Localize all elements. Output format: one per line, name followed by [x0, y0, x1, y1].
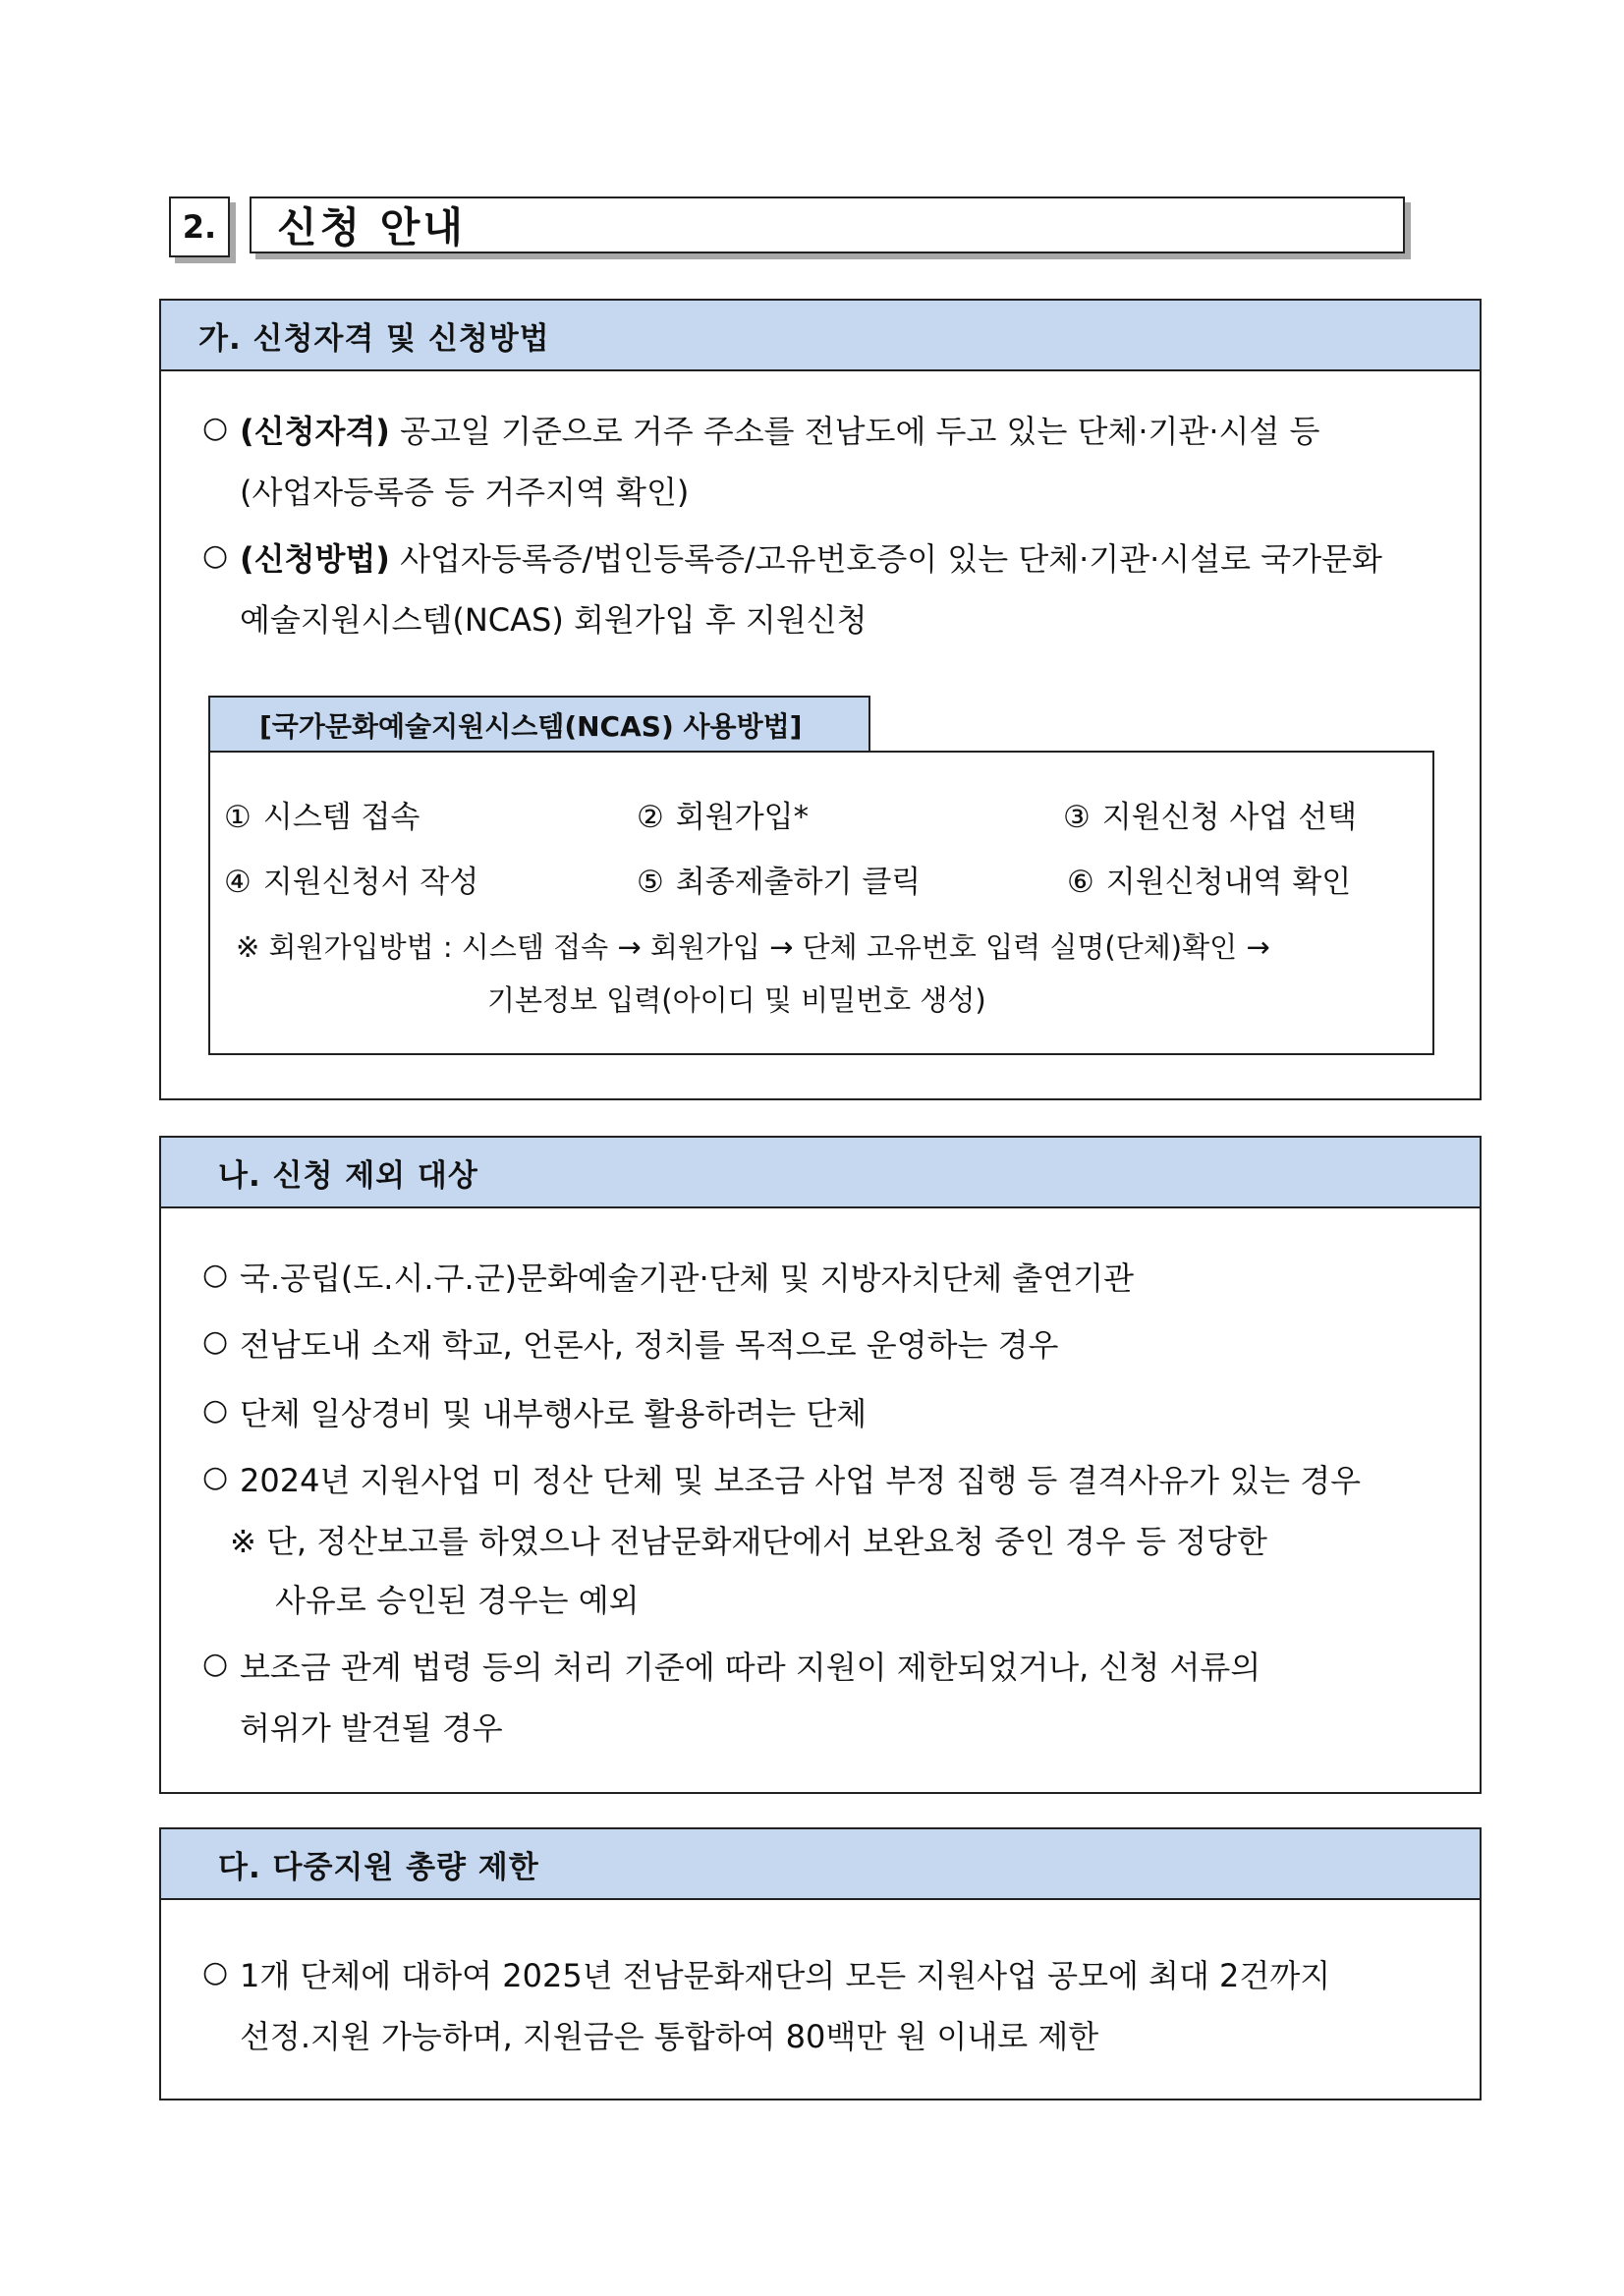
ncas-step-3 [1063, 792, 1357, 836]
bullet-icon: ○ [202, 1647, 229, 1681]
bullet-icon: ○ [202, 1258, 229, 1292]
bullet-icon: ○ [202, 411, 229, 445]
exclusion-item-5: 보조금 관계 법령 등의 처리 기준에 따라 지원이 제한되었거나, 신청 서류의 [240, 1649, 1261, 1686]
box-exclusions-heading: 나. 신청 제외 대상 [161, 1138, 1480, 1208]
step-number: ⑥ [1067, 865, 1094, 900]
ncas-usage-tab: [국가문화예술지원시스템(NCAS) 사용방법] [208, 696, 870, 753]
eligibility-line-2: (사업자등록증 등 거주지역 확인) [240, 474, 690, 511]
method-label: (신청방법) [240, 540, 390, 578]
step-number: ① [224, 800, 252, 835]
step-label: 최종제출하기 클릭 [675, 865, 922, 900]
ncas-step-6 [1067, 857, 1351, 901]
step-label: 지원신청 사업 선택 [1101, 800, 1358, 835]
section-number: 2. [169, 196, 230, 257]
eligibility-text: 공고일 기준으로 거주 주소를 전남도에 두고 있는 단체·기관·시설 등 [400, 413, 1320, 450]
bullet-icon: ○ [202, 1460, 229, 1494]
exclusion-item-1: 국.공립(도.시.구.군)문화예술기관·단체 및 지방자치단체 출연기관 [240, 1260, 1135, 1297]
step-label: 지원신청서 작성 [262, 865, 479, 900]
step-number: ③ [1063, 800, 1091, 835]
step-label: 회원가입* [675, 800, 810, 835]
exclusion-item-3: 단체 일상경비 및 내부행사로 활용하려는 단체 [240, 1395, 868, 1432]
section-title: 신청 안내 [250, 196, 1405, 253]
limit-line-1: 1개 단체에 대하여 2025년 전남문화재단의 모든 지원사업 공모에 최대 2건까지 [240, 1957, 1331, 1994]
method-line [240, 534, 1382, 580]
bullet-icon: ○ [202, 1324, 229, 1359]
ncas-step-5 [637, 857, 921, 901]
bullet-icon: ○ [202, 1955, 229, 1989]
method-text: 사업자등록증/법인등록증/고유번호증이 있는 단체·기관·시설로 국가문화 [400, 540, 1382, 578]
bullet-icon: ○ [202, 538, 229, 573]
ncas-step-4 [224, 857, 478, 901]
ncas-step-2 [637, 792, 809, 836]
step-label: 시스템 접속 [262, 800, 420, 835]
ncas-step-1 [224, 792, 420, 836]
step-number: ② [637, 800, 664, 835]
eligibility-line [240, 407, 1319, 452]
bullet-icon: ○ [202, 1393, 229, 1428]
step-label: 지원신청내역 확인 [1105, 865, 1352, 900]
box-multi-support-heading: 다. 다중지원 총량 제한 [161, 1829, 1480, 1900]
exclusion-item-5-line-2: 허위가 발견될 경우 [240, 1709, 503, 1747]
ncas-note-line-1: ※ 회원가입방법 : 시스템 접속 → 회원가입 → 단체 고유번호 입력 실명(단체)확인 → [236, 930, 1270, 964]
method-line-2: 예술지원시스템(NCAS) 회원가입 후 지원신청 [240, 601, 868, 639]
step-number: ④ [224, 865, 252, 900]
exclusion-note-line-1: ※ 단, 정산보고를 하였으나 전남문화재단에서 보완요청 중인 경우 등 정당한 [230, 1523, 1267, 1560]
box-eligibility-heading: 가. 신청자격 및 신청방법 [161, 301, 1480, 371]
eligibility-label: (신청자격) [240, 413, 390, 450]
limit-line-2: 선정.지원 가능하며, 지원금은 통합하여 80백만 원 이내로 제한 [240, 2018, 1099, 2055]
ncas-note-line-2: 기본정보 입력(아이디 및 비밀번호 생성) [487, 983, 986, 1017]
step-number: ⑤ [637, 865, 664, 900]
exclusion-item-4: 2024년 지원사업 미 정산 단체 및 보조금 사업 부정 집행 등 결격사유가 있는 경우 [240, 1462, 1362, 1499]
exclusion-item-2: 전남도내 소재 학교, 언론사, 정치를 목적으로 운영하는 경우 [240, 1326, 1059, 1364]
exclusion-note-line-2: 사유로 승인된 경우는 예외 [275, 1582, 640, 1619]
